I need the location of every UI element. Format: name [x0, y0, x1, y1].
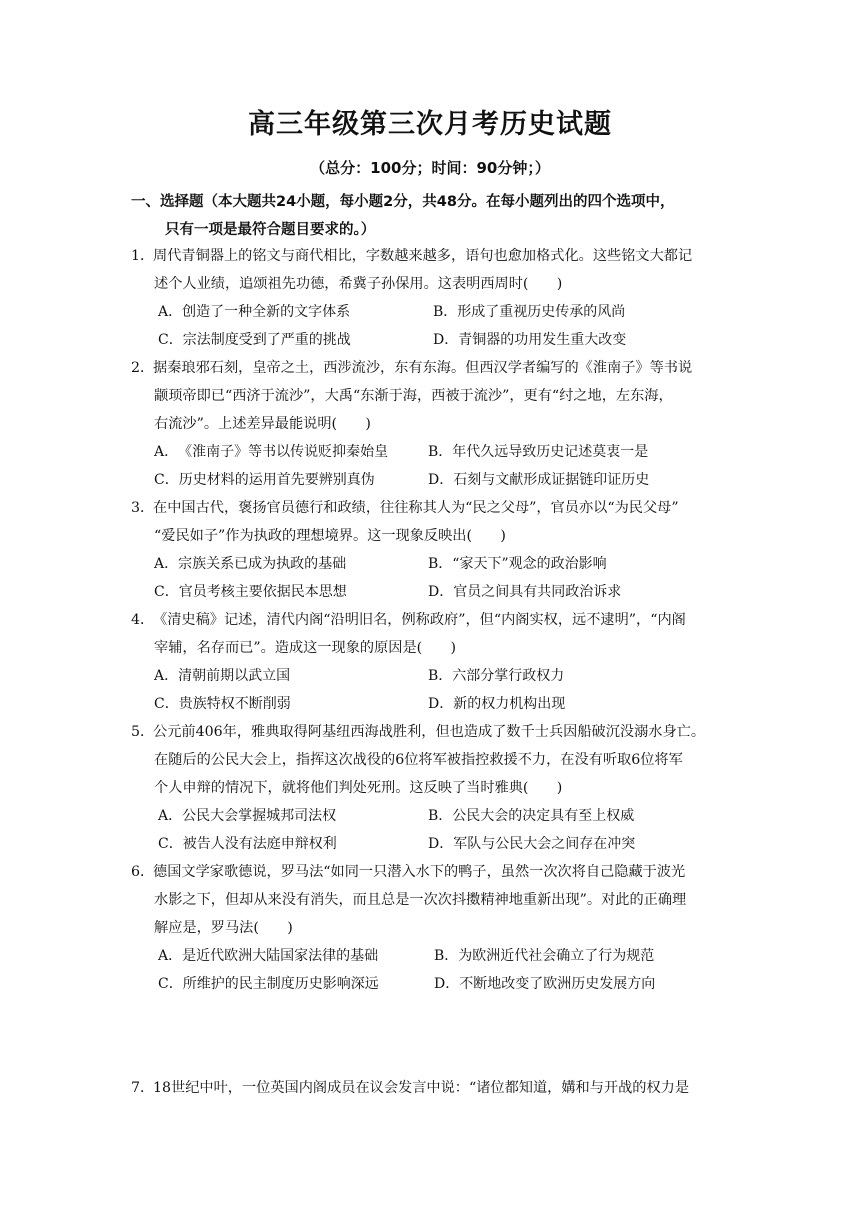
option-a: A．创造了一种全新的文字体系: [158, 304, 351, 320]
question-stem-line: 2．据秦琅邪石刻，皇帝之土，西涉流沙，东有东海。但西汉学者编写的《淮南子》等书说: [131, 354, 733, 382]
question-5: [131, 718, 733, 858]
option-c: C．贵族特权不断削弱: [154, 696, 291, 712]
question-number: 4．: [131, 612, 155, 628]
options-row: [131, 662, 733, 690]
option-c: C．所维护的民主制度历史影响深远: [158, 976, 379, 992]
question-2: [131, 354, 733, 494]
section-heading-line-1: 一、选择题（本大题共24小题，每小题2分，共48分。在每小题列出的四个选项中，: [131, 194, 675, 210]
options-row: [131, 690, 733, 718]
option-b: B．为欧洲近代社会确立了行为规范: [434, 948, 655, 964]
option-a: A．《淮南子》等书以传说贬抑秦始皇: [154, 444, 389, 460]
question-stem-line: 4．《清史稿》记述，清代内阁“沿明旧名，例称政府”，但“内阁实权，远不逮明”，“内阁: [131, 606, 733, 634]
section-heading-line-2: 只有一项是最符合题目要求的。）: [165, 222, 376, 238]
option-b: B．公民大会的决定具有至上权威: [428, 808, 635, 824]
option-c: C．宗法制度受到了严重的挑战: [158, 332, 351, 348]
question-stem-line: 个人申辩的情况下，就将他们判处死刑。这反映了当时雅典( ): [154, 780, 563, 796]
options-row: [131, 326, 733, 354]
question-stem-line: 解应是，罗马法( ): [154, 920, 293, 936]
question-number: 7．: [131, 1080, 155, 1096]
options-row: [131, 970, 733, 998]
question-6: [131, 858, 733, 998]
option-b: B．年代久远导致历史记述莫衷一是: [428, 444, 649, 460]
option-c: C．官员考核主要依据民本思想: [154, 584, 347, 600]
options-row: [131, 942, 733, 970]
question-stem-line: 宰辅，名存而已”。造成这一现象的原因是( ): [154, 640, 457, 656]
question-4: [131, 606, 733, 718]
option-b: B．“家天下”观念的政治影响: [428, 556, 607, 572]
question-number: 3．: [131, 500, 155, 516]
question-stem-line: 7．18世纪中叶，一位英国内阁成员在议会发言中说：“诸位都知道，媾和与开战的权力是: [131, 1074, 733, 1102]
option-d: D．青铜器的功用发生重大改变: [433, 332, 627, 348]
option-d: D．石刻与文献形成证据链印证历史: [428, 472, 650, 488]
options-row: [131, 830, 733, 858]
question-number: 5．: [131, 724, 155, 740]
question-stem-line: “爱民如子”作为执政的理想境界。这一现象反映出( ): [154, 528, 506, 544]
question-1: [131, 242, 733, 354]
options-row: [131, 438, 733, 466]
question-number: 1．: [131, 248, 155, 264]
options-row: [131, 550, 733, 578]
section-heading: [131, 188, 731, 244]
options-row: [131, 802, 733, 830]
option-a: A．宗族关系已成为执政的基础: [154, 556, 347, 572]
option-b: B．形成了重视历史传承的风尚: [433, 304, 626, 320]
option-d: D．军队与公民大会之间存在冲突: [428, 836, 636, 852]
question-stem-line: 右流沙”。上述差异最能说明( ): [154, 416, 371, 432]
option-d: D．官员之间具有共同政治诉求: [428, 584, 622, 600]
question-stem-line: 述个人业绩，追颂祖先功德，希冀子孙保用。这表明西周时( ): [154, 276, 563, 292]
option-c: C．被告人没有法庭申辩权利: [158, 836, 337, 852]
option-a: A．清朝前期以武立国: [154, 668, 291, 684]
option-c: C．历史材料的运用首先要辨别真伪: [154, 472, 375, 488]
question-stem-line: 在随后的公民大会上，指挥这次战役的6位将军被指控救援不力，在没有听取6位将军: [154, 752, 683, 768]
question-stem-line: 6．德国文学家歌德说，罗马法“如同一只潜入水下的鸭子，虽然一次次将自己隐藏于波光: [131, 858, 733, 886]
option-b: B．六部分掌行政权力: [428, 668, 565, 684]
options-row: [131, 298, 733, 326]
options-row: [131, 466, 733, 494]
question-stem-line: 5．公元前406年，雅典取得阿基纽西海战胜利，但也造成了数千士兵因船破沉没溺水身亡。: [131, 718, 733, 746]
option-a: A．是近代欧洲大陆国家法律的基础: [158, 948, 379, 964]
exam-info: （总分：100分；时间：90分钟；）: [310, 159, 550, 177]
question-stem-line: 1．周代青铜器上的铭文与商代相比，字数越来越多，语句也愈加格式化。这些铭文大都记: [131, 242, 733, 270]
question-stem-line: 3．在中国古代，褒扬官员德行和政绩，往往称其人为“民之父母”，官员亦以“为民父母”: [131, 494, 733, 522]
page-title: 高三年级第三次月考历史试题: [248, 109, 612, 140]
question-7: [131, 1074, 733, 1102]
option-a: A．公民大会掌握城邦司法权: [158, 808, 337, 824]
option-d: D．新的权力机构出现: [428, 696, 566, 712]
question-stem-line: 颛顼帝即已“西济于流沙”，大禹“东渐于海，西被于流沙”，更有“纣之地，左东海，: [154, 388, 673, 404]
options-row: [131, 578, 733, 606]
question-stem-line: 水影之下，但却从来没有消失，而且总是一次次抖擞精神地重新出现”。对此的正确理: [154, 892, 687, 908]
question-3: [131, 494, 733, 606]
option-d: D．不断地改变了欧洲历史发展方向: [434, 976, 656, 992]
question-number: 2．: [131, 360, 155, 376]
question-number: 6．: [131, 864, 155, 880]
